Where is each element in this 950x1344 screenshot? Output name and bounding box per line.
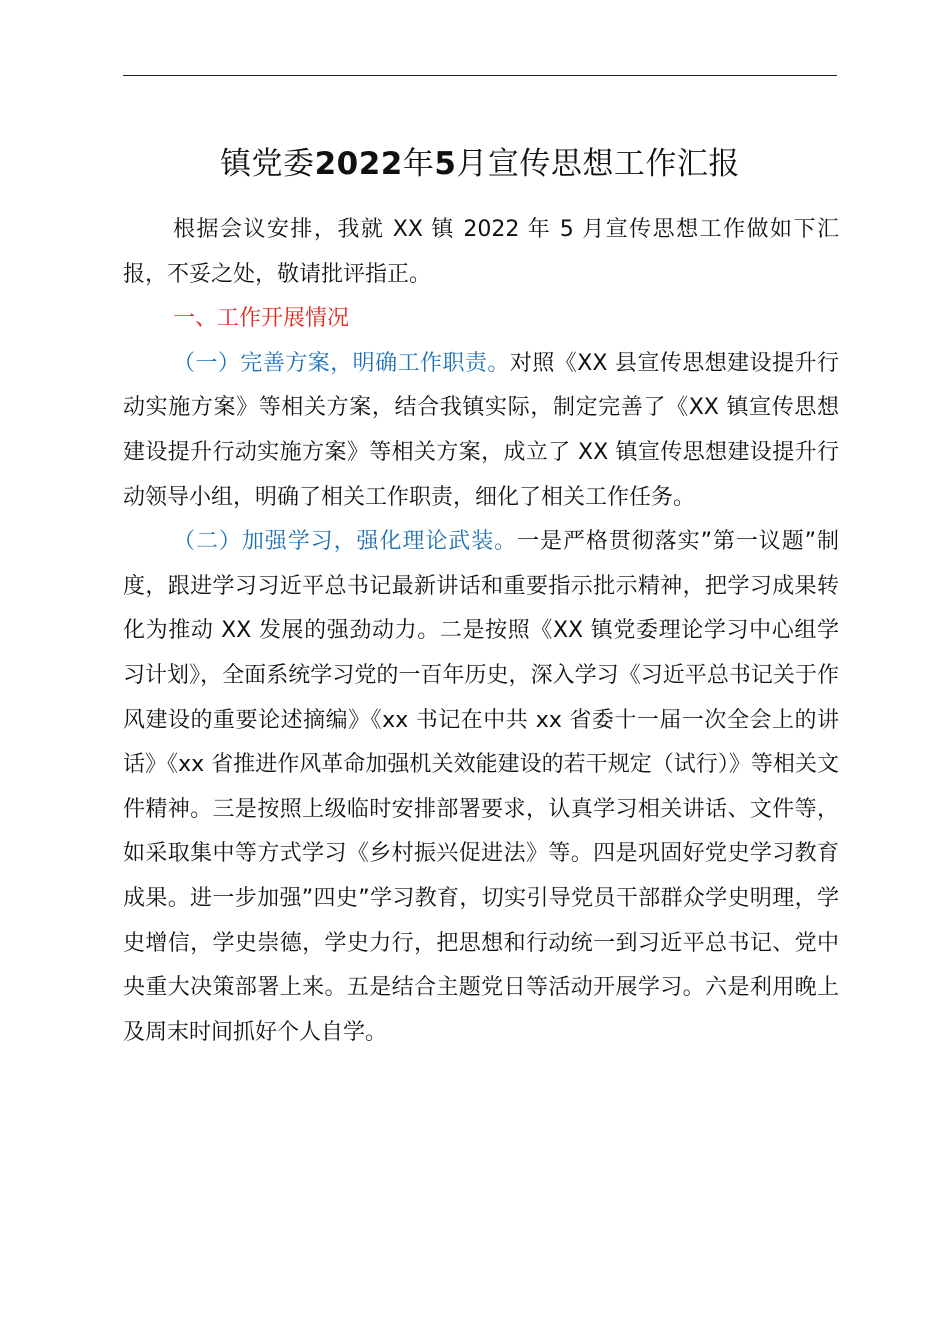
section-heading-text: 一、工作开展情况 xyxy=(173,306,350,332)
document-body xyxy=(123,208,839,1055)
subsection-2 xyxy=(123,520,839,1055)
subsection-1-body: 对照《XX 县宣传思想建设提升行动实施方案》等相关方案，结合我镇实际，制定完善了《XX 镇宣传思想建设提升行动实施方案》等相关方案，成立了 XX 镇宣传思想建设提升行动领导小组，明确了相关工作职责，细化了相关工作任务。 xyxy=(123,350,839,510)
title-year-suffix: 年 xyxy=(402,146,435,182)
title-prefix: 镇党委 xyxy=(220,146,315,182)
subsection-1-heading: （一）完善方案，明确工作职责。 xyxy=(173,350,510,376)
document-title xyxy=(123,138,837,190)
intro-paragraph: 根据会议安排，我就 XX 镇 2022 年 5 月宣传思想工作做如下汇报，不妥之处，敬请批评指正。 xyxy=(123,217,839,287)
title-year: 2022 xyxy=(314,146,403,182)
subsection-2-heading: （二）加强学习，强化理论武装。 xyxy=(173,529,518,555)
subsection-1 xyxy=(123,342,839,520)
title-month: 5 xyxy=(434,146,457,182)
header-rule xyxy=(123,75,837,76)
subsection-2-body: 一是严格贯彻落实”第一议题”制度，跟进学习习近平总书记最新讲话和重要指示批示精神，把学习成果转化为推动 XX 发展的强劲动力。二是按照《XX 镇党委理论学习中心组学习计划》，全面系统学习党的一百年历史，深入学习《习近平总书记关于作风建设的重要论述摘编》《xx 书记在中共 xx 省委十一届一次全会上的讲话》《xx 省推进作风革命加强机关效能建设的若干规定（试行）》等相关文件精神。三是按照上级临时安排部署要求，认真学习相关讲话、文件等，如采取集中等方式学习《乡村振兴促进法》等。四是巩固好党史学习教育成果。进一步加强”四史”学习教育，切实引导党员干部群众学史明理，学史增信，学史崇德，学史力行，把思想和行动统一到习近平总书记、党中央重大决策部署上来。五是结合主题党日等活动开展学习。六是利用晚上及周末时间抓好个人自学。 xyxy=(123,529,839,1045)
section-heading xyxy=(123,297,839,342)
title-rest: 月宣传思想工作汇报 xyxy=(456,146,740,182)
